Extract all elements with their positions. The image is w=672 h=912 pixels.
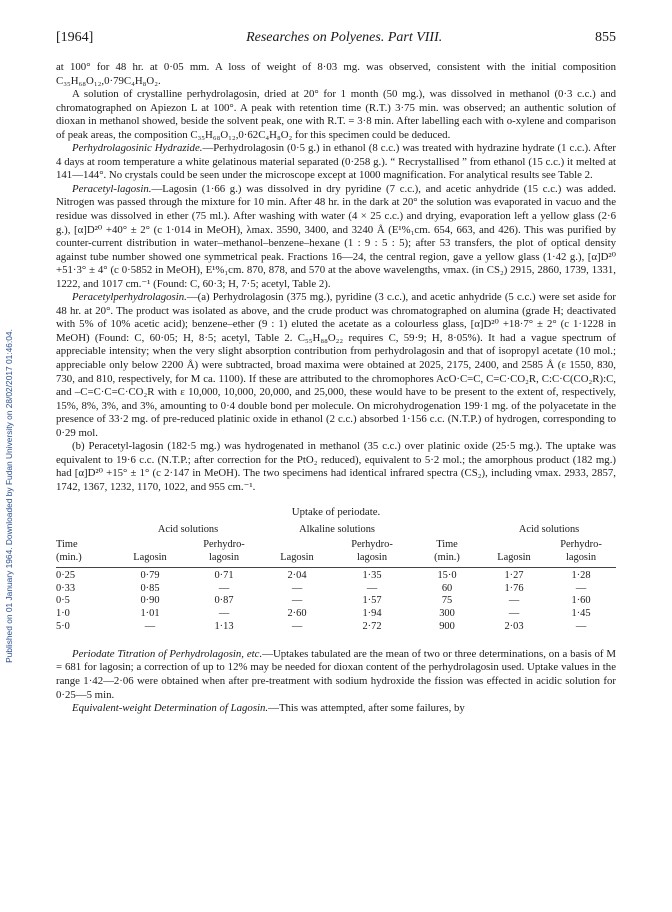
table-cell: 0·90 <box>140 595 160 607</box>
table-cell: 0·5 <box>56 595 70 607</box>
table-col-lagosin: Lagosin <box>262 539 332 567</box>
table-cell: — <box>575 582 587 594</box>
paragraph-hydrazide <box>56 142 616 183</box>
table-group-acid-2: Acid solutions <box>518 523 580 535</box>
table-cell: — <box>291 621 303 633</box>
table-cell: 5·0 <box>56 621 70 633</box>
table-cell: 1·0 <box>56 608 70 620</box>
table-body <box>56 567 616 633</box>
table-cell: — <box>508 595 520 607</box>
table-caption: Uptake of periodate. <box>291 505 381 518</box>
table-cell: 0·79 <box>140 569 160 581</box>
running-head <box>56 30 616 46</box>
table-cell: 2·03 <box>504 621 524 633</box>
table-group-acid-1: Acid solutions <box>157 523 219 535</box>
paragraph-peracetyl-lagosin <box>56 183 616 291</box>
section-body-periodate-titration: —Uptakes tabulated are the mean of two or three determinations, on a basis of M = 681 for lagosin; a correction of up to 12% may be needed for dioxan content of the perhydrolagosin used. Uptake values in the range 1·42—2·06 were obtained when after pre-treatment with sodium hydroxide the fission was effected in acidic solution for 0·25—5 min. <box>56 647 616 701</box>
table-cell: — <box>291 582 303 594</box>
table-col-time: Time (min.) <box>56 539 114 567</box>
download-watermark-text: Published on 01 January 1964. Downloaded by Fudan University on 28/02/2017 01:46:04. <box>4 329 14 663</box>
table-cell: 1·27 <box>504 569 524 581</box>
section-heading-peracetylperhydrolagosin: Peracetylperhydrolagosin. <box>72 291 187 304</box>
table-col-perhydrolagosin: Perhydro- lagosin <box>186 539 262 567</box>
table-row <box>56 621 616 634</box>
table-cell: 300 <box>439 608 455 620</box>
table-cell: 0·85 <box>140 582 160 594</box>
section-heading-hydrazide: Perhydrolagosinic Hydrazide. <box>72 142 203 155</box>
header-page-number: 855 <box>595 30 616 45</box>
header-year: [1964] <box>56 30 94 45</box>
table-row <box>56 595 616 608</box>
table-row <box>56 583 616 596</box>
table-group-header <box>56 524 616 540</box>
journal-page <box>56 30 616 716</box>
periodate-uptake-table <box>56 524 616 634</box>
table-col-time: Time (min.) <box>412 539 482 567</box>
paragraph-periodate-titration <box>56 648 616 702</box>
table-cell: — <box>508 608 520 620</box>
table-cell: 1·60 <box>571 595 591 607</box>
section-body-hydrazide: —Perhydrolagosin (0·5 g.) in ethanol (8 c.c.) was treated with hydrazine hydrate (1 c.c.). After 4 days at room temperature a white gelatinous material separated (0·258 g.). “ Recrystallised ” from ethanol (15 c.c.) it melted at 141—144°. No crystals could be seen under the microscope except at 1000 magnification. For analytical results see Table 2. <box>56 142 616 182</box>
table-group-alkaline: Alkaline solutions <box>299 523 375 535</box>
table-cell: — <box>218 582 230 594</box>
section-body-peracetyl-lagosin: —Lagosin (1·66 g.) was dissolved in dry pyridine (7 c.c.), and acetic anhydride (15 c.c.) was added. Nitrogen was passed through the mixture for 10 min. After 48 hr. in the dark at 20° the solution was evaporated in vacuo and the residue was dissolved in ether (75 ml.). After washing with water (4 × 25 c.c.) and drying, evaporation left a yellow glass (2·6 g.), [α]D²⁰ +40° ± 2° (c 1·014 in MeOH), λmax. 3590, 3400, and 3240 Å (E¹%₁cm. 654, 663, and 426). This was purified by counter-current distribution in water–methanol–benzene–hexane (1 : 9 : 5 : 5); after 53 transfers, the plot of optical density against tube number showed one symmetrical peak. Fractions 16—24, the central region, gave a yellow glass (1·42 g.), [α]D²⁰ +51·3° ± 4° (c 0·5852 in MeOH), E¹%₁cm. 870, 878, and 570 at the above wavelengths, νmax. (in CS₂) 2915, 2860, 1739, 1331, 1222, and 1017 cm.⁻¹ (Found: C, 60·3; H, 7·5; acetyl, Table 2). <box>56 182 616 290</box>
table-cell: — <box>575 621 587 633</box>
table-col-perhydrolagosin: Perhydro- lagosin <box>332 539 412 567</box>
table-cell: 1·28 <box>571 569 591 581</box>
table-cell: 1·76 <box>504 582 524 594</box>
table-cell: 900 <box>439 621 455 633</box>
table-cell: — <box>144 621 156 633</box>
table-col-lagosin: Lagosin <box>114 539 186 567</box>
section-body-peracetylperhydrolagosin: —(a) Perhydrolagosin (375 mg.), pyridine (3 c.c.), and acetic anhydride (5 c.c.) were set aside for 48 hr. at 20°. The product was isolated as above, and the crude product was chromatographed on alumina (grade H; deactivated with 5% of 10% acetic acid); benzene–ether (9 : 1) eluted the acetate as a colourless glass, [α]D²⁰ +18·7° ± 2° (c 1·1228 in MeOH) (Found: C, 60·05; H, 8·5; acetyl, Table 2. C₅₅H₈₈O₂₂ requires C, 59·9; H, 8·05%). It had a vague spectrum of appreciable intensity; when the very slight absorption contribution from perhydrolagosin and that of isopropyl acetate (10 mol.; appreciable only below 2200 Å) were subtracted, broad maxima were obtained at 2025, 2175, 2400, and 2585 Å (ε 1550, 830, 730, and 810, respectively, for M ca. 1100). If these are attributed to the chromophores AcO·C=C, C=C·CO₂R, C:C·C(CO₂R):C, and –C=C·C=C·CO₂R with ε 10,000, 10,000, 20,000, and 25,000, these would have to be present to the extent of, respectively, 15%, 8%, 3%, and 3%, amounting to 0·4 double bond per molecule. On microhydrogenation 199·1 mg. of the polyacetate in the presence of 33·2 mg. of pre-reduced platinic oxide in ethanol (2 c.c.) absorbed 1·156 c.c. (N.T.P.) of hydrogen, corresponding to 0·29 mol. <box>56 291 616 439</box>
table-cell: 1·45 <box>571 608 591 620</box>
table-cell: 0·87 <box>214 595 234 607</box>
section-heading-peracetyl-lagosin: Peracetyl-lagosin. <box>72 182 152 195</box>
table-cell: 1·57 <box>362 595 382 607</box>
section-heading-periodate-titration: Periodate Titration of Perhydrolagosin, etc. <box>72 647 263 660</box>
paragraph-peracetylperhydrolagosin <box>56 291 616 440</box>
table-cell: 1·94 <box>362 608 382 620</box>
table-cell: 75 <box>441 595 453 607</box>
table-col-lagosin: Lagosin <box>482 539 546 567</box>
paragraph-continuation: at 100° for 48 hr. at 0·05 mm. A loss of weight of 8·03 mg. was observed, consistent with the initial composition C₃₅H₆₈O₁₂,0·79C₄H₈O₂. <box>56 61 616 87</box>
table-cell: 1·01 <box>140 608 160 620</box>
table-cell: 2·04 <box>287 569 307 581</box>
table-column-header <box>56 539 616 567</box>
table-col-perhydrolagosin: Perhydro- lagosin <box>546 539 616 567</box>
table-cell: 2·60 <box>287 608 307 620</box>
table-cell: — <box>291 595 303 607</box>
table-cell: 15·0 <box>437 569 457 581</box>
table-cell: 0·33 <box>56 582 76 594</box>
table-cell: — <box>366 582 378 594</box>
table-cell: — <box>218 608 230 620</box>
paragraph-hydrogenation-b: (b) Peracetyl-lagosin (182·5 mg.) was hydrogenated in methanol (35 c.c.) over platinic oxide (25·5 mg.). The uptake was equivalent to 19·6 c.c. (N.T.P.; after correction for the PtO₂ reduced), equivalent to 5·2 mol.; the amorphous product (182 mg.) had [α]D²⁰ +15° ± 1° (c 2·147 in MeOH). The two specimens had identical infrared spectra (CS₂), including νmax. 2933, 2857, 1742, 1367, 1232, 1170, 1022, and 955 cm.⁻¹. <box>56 440 616 493</box>
table-row <box>56 567 616 582</box>
header-title: Researches on Polyenes. Part VIII. <box>246 30 443 45</box>
table-cell: 1·13 <box>214 621 234 633</box>
section-heading-equivalent-weight: Equivalent-weight Determination of Lagosin. <box>72 702 269 715</box>
table-cell: 0·25 <box>56 569 76 581</box>
paragraph-equivalent-weight <box>56 702 616 716</box>
table-row <box>56 608 616 621</box>
section-body-equivalent-weight: —This was attempted, after some failures, by <box>268 702 465 715</box>
table-cell: 1·35 <box>362 569 382 581</box>
table-cell: 60 <box>441 582 453 594</box>
table-cell: 2·72 <box>362 621 382 633</box>
table-cell: 0·71 <box>214 569 234 581</box>
paragraph-dioxan-content: A solution of crystalline perhydrolagosin, dried at 20° for 1 month (50 mg.), was dissolved in methanol (0·3 c.c.) and chromatographed on Apiezon L at 100°. A peak with retention time (R.T.) 3·75 min. was observed; an authentic solution of dioxan in methanol showed, beside the solvent peak, one with R.T. = 3·8 min. After labelling each with o-xylene and comparison of peak areas, the composition C₃₅H₆₈O₁₂,0·62C₄H₈O₂ for this specimen could be deduced. <box>56 88 616 141</box>
download-watermark <box>2 196 16 796</box>
